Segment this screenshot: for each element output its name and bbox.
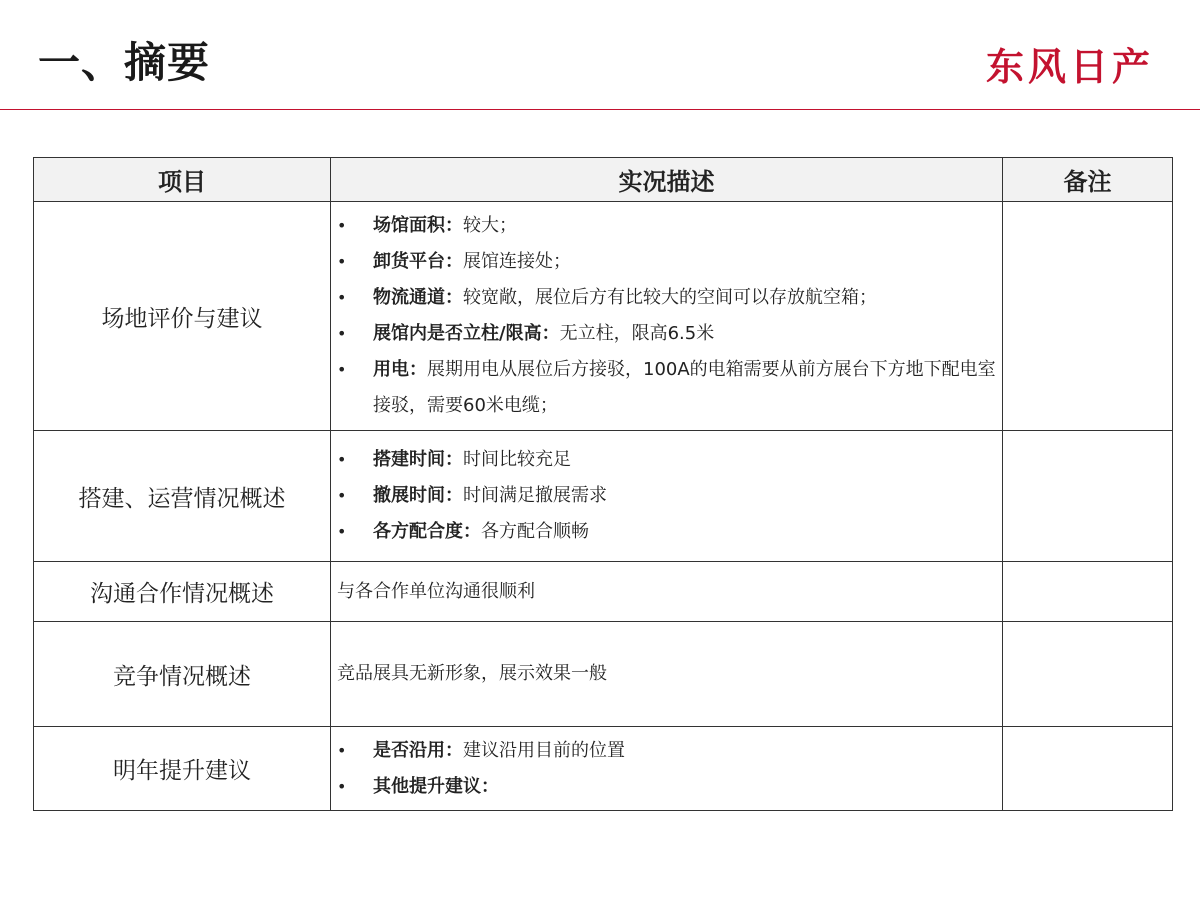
bullet-text: 展期用电从展位后方接驳，100A的电箱需要从前方展台下方地下配电室接驳，需要60米电缆； <box>373 359 996 416</box>
bullet-text: 建议沿用目前的位置 <box>463 739 625 761</box>
description-cell <box>331 727 1003 811</box>
bullet-item <box>337 208 996 244</box>
summary-table <box>33 157 1173 811</box>
table-row <box>34 202 1173 431</box>
item-cell: 搭建、运营情况概述 <box>34 431 331 562</box>
bullet-text: 展馆连接处； <box>463 251 571 272</box>
bullet-item <box>337 442 996 478</box>
page-title: 一、摘要 <box>38 38 211 87</box>
remarks-cell <box>1003 727 1173 811</box>
bullet-label: 用电： <box>373 359 427 380</box>
remarks-cell <box>1003 431 1173 562</box>
bullet-item <box>337 244 996 280</box>
bullet-label: 撤展时间： <box>373 485 463 506</box>
header-divider <box>0 109 1200 110</box>
table-header-row <box>34 158 1173 202</box>
description-cell: 竞品展具无新形象，展示效果一般 <box>331 622 1003 727</box>
table-row <box>34 431 1173 562</box>
description-cell <box>331 431 1003 562</box>
bullet-list <box>337 208 996 424</box>
bullet-item <box>337 316 996 352</box>
bullet-list <box>337 733 996 805</box>
bullet-item <box>337 280 996 316</box>
bullet-text: 无立柱，限高6.5米 <box>559 323 715 344</box>
item-cell: 明年提升建议 <box>34 727 331 811</box>
remarks-cell <box>1003 622 1173 727</box>
bullet-item <box>337 352 996 424</box>
table-row <box>34 727 1173 811</box>
bullet-label: 是否沿用： <box>373 739 463 761</box>
bullet-item <box>337 733 996 769</box>
bullet-label: 卸货平台： <box>373 251 463 272</box>
bullet-text: 时间比较充足 <box>463 449 571 470</box>
bullet-text: 各方配合顺畅 <box>481 521 589 542</box>
table-row <box>34 622 1173 727</box>
remarks-cell <box>1003 562 1173 622</box>
bullet-text: 较宽敞，展位后方有比较大的空间可以存放航空箱； <box>463 287 877 308</box>
bullet-label: 展馆内是否立柱/限高： <box>373 323 560 344</box>
column-header-item: 项目 <box>34 158 331 202</box>
bullet-item <box>337 514 996 550</box>
bullet-label: 搭建时间： <box>373 449 463 470</box>
bullet-label: 各方配合度： <box>373 521 481 542</box>
bullet-item <box>337 478 996 514</box>
brand-logo: 东风日产 <box>985 45 1154 89</box>
bullet-item <box>337 769 996 805</box>
column-header-description: 实况描述 <box>331 158 1003 202</box>
description-cell <box>331 202 1003 431</box>
column-header-remarks: 备注 <box>1003 158 1173 202</box>
bullet-label: 物流通道： <box>373 287 463 308</box>
bullet-text: 较大； <box>463 215 517 236</box>
table-row <box>34 562 1173 622</box>
bullet-text: 时间满足撤展需求 <box>463 485 607 506</box>
description-cell: 与各合作单位沟通很顺利 <box>331 562 1003 622</box>
bullet-list <box>337 442 996 550</box>
remarks-cell <box>1003 202 1173 431</box>
bullet-label: 场馆面积： <box>373 215 463 236</box>
bullet-label: 其他提升建议： <box>373 775 499 797</box>
item-cell: 场地评价与建议 <box>34 202 331 431</box>
item-cell: 沟通合作情况概述 <box>34 562 331 622</box>
item-cell: 竞争情况概述 <box>34 622 331 727</box>
